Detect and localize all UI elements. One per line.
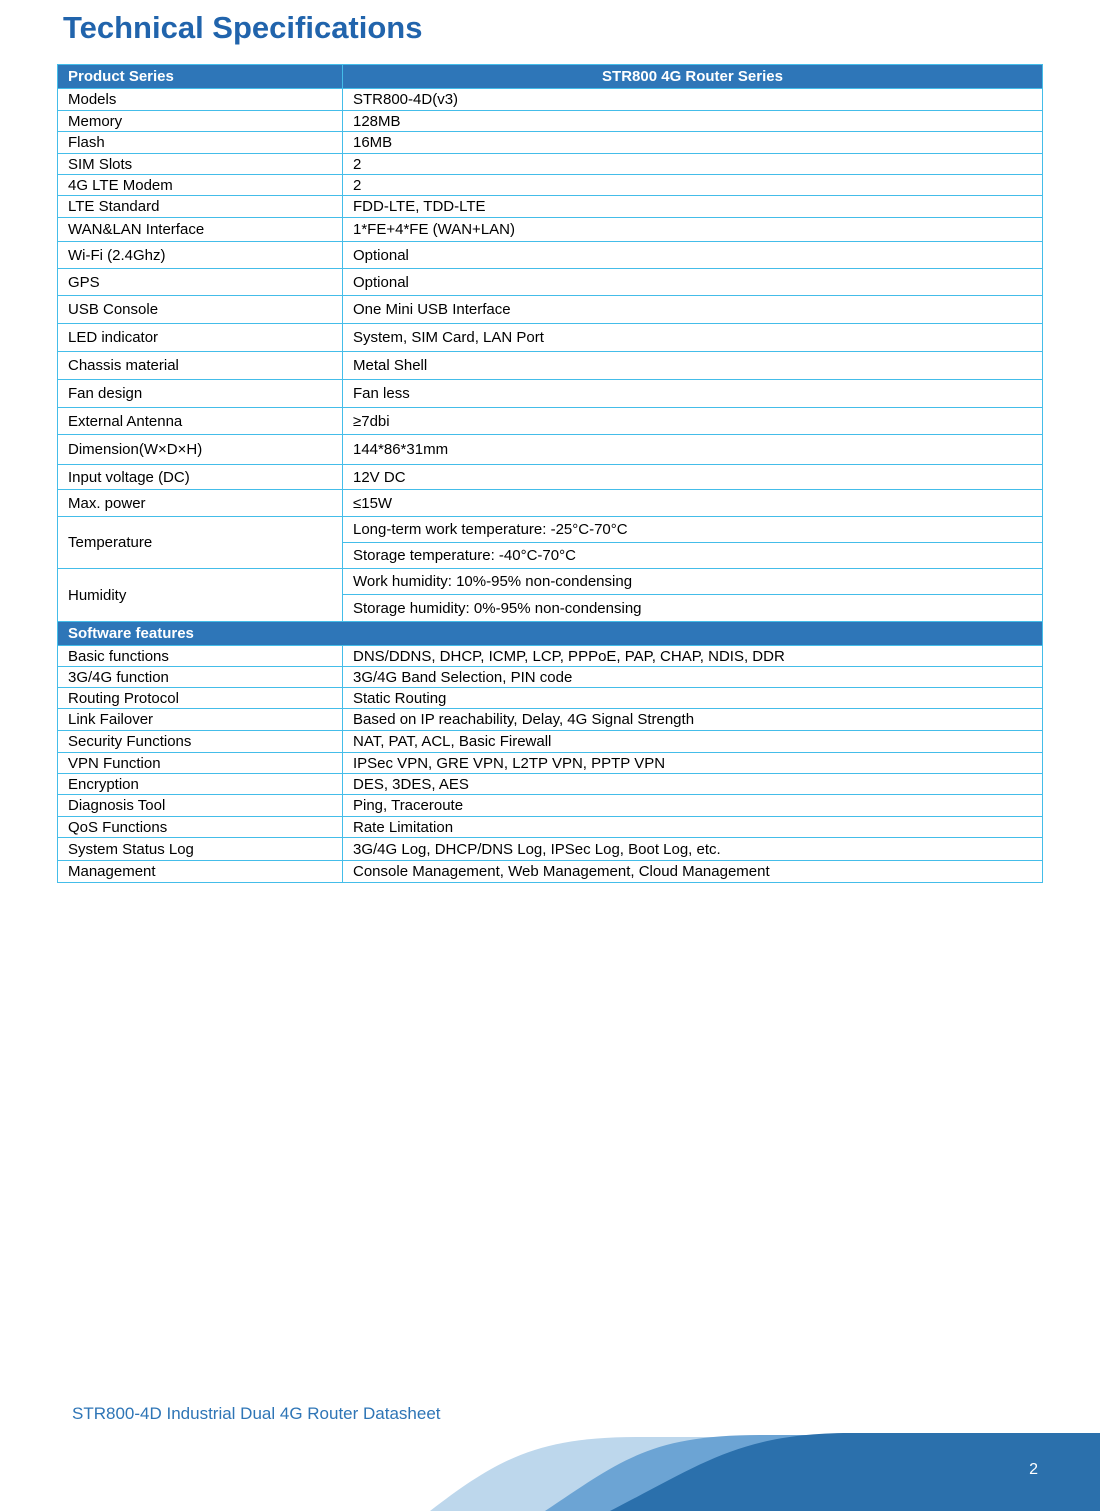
spec-label-cell: Diagnosis Tool bbox=[58, 795, 343, 817]
spec-value-cell: ≤15W bbox=[343, 490, 1043, 517]
spec-value-cell: 3G/4G Log, DHCP/DNS Log, IPSec Log, Boot Log, etc. bbox=[343, 838, 1043, 861]
spec-label-cell: Memory bbox=[58, 111, 343, 132]
spec-label-cell: Basic functions bbox=[58, 646, 343, 667]
section-header-right: STR800 4G Router Series bbox=[343, 65, 1043, 89]
spec-row bbox=[58, 380, 1043, 408]
spec-label-cell: Routing Protocol bbox=[58, 688, 343, 709]
spec-row bbox=[58, 490, 1043, 517]
spec-row bbox=[58, 269, 1043, 296]
spec-label-cell: 4G LTE Modem bbox=[58, 175, 343, 196]
spec-label-cell: Encryption bbox=[58, 774, 343, 795]
spec-label-cell: LTE Standard bbox=[58, 196, 343, 218]
spec-value-cell: ≥7dbi bbox=[343, 408, 1043, 435]
spec-value-cell: Console Management, Web Management, Cloud Management bbox=[343, 861, 1043, 883]
spec-value-cell: Storage temperature: -40°C-70°C bbox=[343, 543, 1043, 569]
spec-value-cell: STR800-4D(v3) bbox=[343, 89, 1043, 111]
spec-row bbox=[58, 667, 1043, 688]
spec-label-cell: Security Functions bbox=[58, 731, 343, 753]
spec-value-cell: Work humidity: 10%-95% non-condensing bbox=[343, 569, 1043, 595]
spec-label-cell: QoS Functions bbox=[58, 817, 343, 838]
spec-label-cell: Wi-Fi (2.4Ghz) bbox=[58, 242, 343, 269]
spec-row bbox=[58, 111, 1043, 132]
spec-label-cell: WAN&LAN Interface bbox=[58, 218, 343, 242]
spec-value-cell: 2 bbox=[343, 154, 1043, 175]
spec-label-cell: VPN Function bbox=[58, 753, 343, 774]
spec-value-cell: 16MB bbox=[343, 132, 1043, 154]
spec-value-cell: FDD-LTE, TDD-LTE bbox=[343, 196, 1043, 218]
spec-row bbox=[58, 196, 1043, 218]
spec-row bbox=[58, 688, 1043, 709]
page-title: Technical Specifications bbox=[63, 10, 423, 45]
spec-label-cell: System Status Log bbox=[58, 838, 343, 861]
spec-label-cell: USB Console bbox=[58, 296, 343, 324]
spec-label-cell: Link Failover bbox=[58, 709, 343, 731]
spec-row bbox=[58, 753, 1043, 774]
spec-label-cell: SIM Slots bbox=[58, 154, 343, 175]
spec-row bbox=[58, 731, 1043, 753]
spec-row bbox=[58, 408, 1043, 435]
spec-row bbox=[58, 435, 1043, 465]
spec-value-cell: DNS/DDNS, DHCP, ICMP, LCP, PPPoE, PAP, CHAP, NDIS, DDR bbox=[343, 646, 1043, 667]
spec-row bbox=[58, 817, 1043, 838]
spec-label-cell: Max. power bbox=[58, 490, 343, 517]
spec-row bbox=[58, 154, 1043, 175]
spec-value-cell: Static Routing bbox=[343, 688, 1043, 709]
spec-value-cell: Long-term work temperature: -25°C-70°C bbox=[343, 517, 1043, 543]
spec-row bbox=[58, 861, 1043, 883]
spec-table bbox=[57, 64, 1043, 883]
spec-row bbox=[58, 517, 1043, 543]
table-section-header bbox=[58, 65, 1043, 89]
spec-row bbox=[58, 218, 1043, 242]
spec-value-cell: 12V DC bbox=[343, 465, 1043, 490]
spec-label-cell: Chassis material bbox=[58, 352, 343, 380]
spec-value-cell: Based on IP reachability, Delay, 4G Signal Strength bbox=[343, 709, 1043, 731]
spec-row bbox=[58, 774, 1043, 795]
spec-label-cell: Dimension(W×D×H) bbox=[58, 435, 343, 465]
spec-row bbox=[58, 646, 1043, 667]
spec-value-cell: Ping, Traceroute bbox=[343, 795, 1043, 817]
spec-label-cell: Input voltage (DC) bbox=[58, 465, 343, 490]
spec-value-cell: 2 bbox=[343, 175, 1043, 196]
spec-value-cell: Fan less bbox=[343, 380, 1043, 408]
spec-label-cell: Temperature bbox=[58, 517, 343, 569]
spec-value-cell: Storage humidity: 0%-95% non-condensing bbox=[343, 595, 1043, 622]
spec-value-cell: Optional bbox=[343, 269, 1043, 296]
spec-value-cell: 128MB bbox=[343, 111, 1043, 132]
spec-row bbox=[58, 709, 1043, 731]
spec-label-cell: Management bbox=[58, 861, 343, 883]
spec-value-cell: 3G/4G Band Selection, PIN code bbox=[343, 667, 1043, 688]
spec-row bbox=[58, 89, 1043, 111]
spec-label-cell: Models bbox=[58, 89, 343, 111]
spec-label-cell: External Antenna bbox=[58, 408, 343, 435]
spec-row bbox=[58, 795, 1043, 817]
spec-value-cell: 144*86*31mm bbox=[343, 435, 1043, 465]
spec-value-cell: Metal Shell bbox=[343, 352, 1043, 380]
spec-label-cell: Flash bbox=[58, 132, 343, 154]
spec-value-cell: 1*FE+4*FE (WAN+LAN) bbox=[343, 218, 1043, 242]
spec-row bbox=[58, 352, 1043, 380]
spec-value-cell: Rate Limitation bbox=[343, 817, 1043, 838]
spec-label-cell: 3G/4G function bbox=[58, 667, 343, 688]
footer-wave-graphic bbox=[0, 1431, 1100, 1511]
spec-label-cell: Humidity bbox=[58, 569, 343, 622]
spec-label-cell: Fan design bbox=[58, 380, 343, 408]
spec-value-cell: System, SIM Card, LAN Port bbox=[343, 324, 1043, 352]
spec-row bbox=[58, 569, 1043, 595]
spec-value-cell: NAT, PAT, ACL, Basic Firewall bbox=[343, 731, 1043, 753]
section-header-left: Product Series bbox=[58, 65, 343, 89]
footer-text: STR800-4D Industrial Dual 4G Router Datasheet bbox=[72, 1404, 441, 1423]
spec-row bbox=[58, 242, 1043, 269]
spec-row bbox=[58, 296, 1043, 324]
spec-value-cell: IPSec VPN, GRE VPN, L2TP VPN, PPTP VPN bbox=[343, 753, 1043, 774]
spec-label-cell: LED indicator bbox=[58, 324, 343, 352]
spec-row bbox=[58, 175, 1043, 196]
page-number: 2 bbox=[1029, 1461, 1038, 1478]
section-header-left: Software features bbox=[58, 622, 1043, 646]
spec-row bbox=[58, 838, 1043, 861]
spec-value-cell: DES, 3DES, AES bbox=[343, 774, 1043, 795]
spec-value-cell: Optional bbox=[343, 242, 1043, 269]
spec-row bbox=[58, 132, 1043, 154]
spec-row bbox=[58, 465, 1043, 490]
spec-row bbox=[58, 324, 1043, 352]
spec-value-cell: One Mini USB Interface bbox=[343, 296, 1043, 324]
spec-label-cell: GPS bbox=[58, 269, 343, 296]
table-section-header bbox=[58, 622, 1043, 646]
